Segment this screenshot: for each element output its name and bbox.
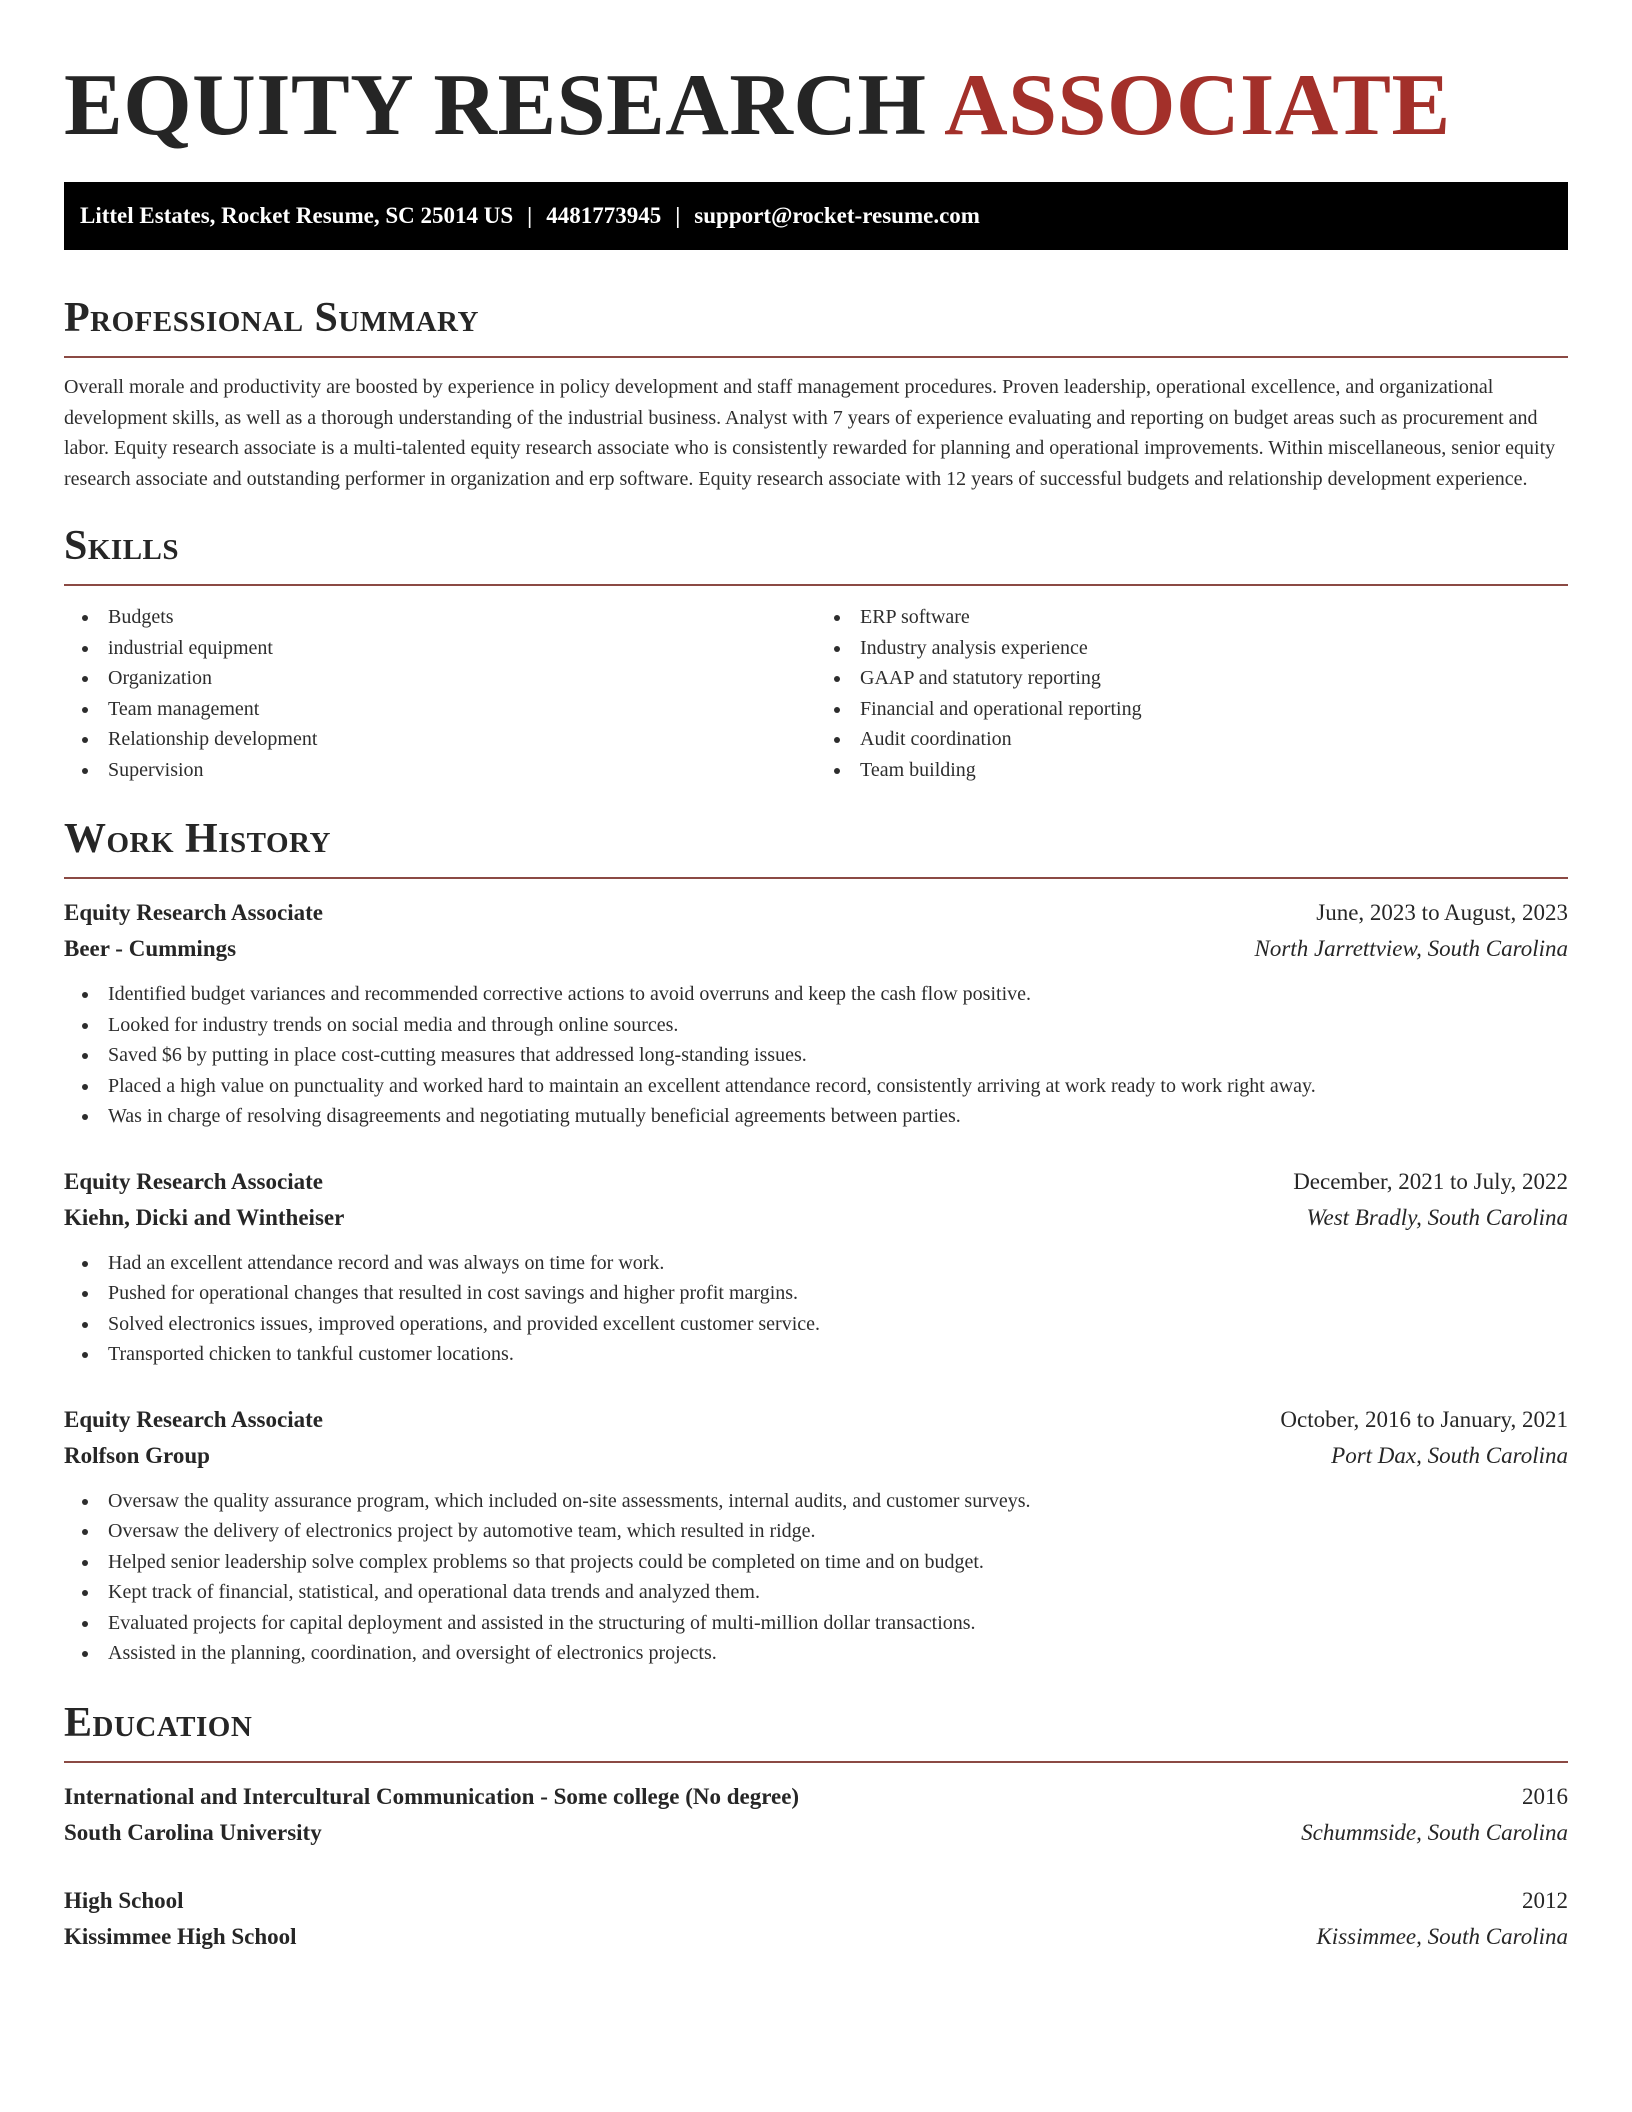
contact-address: Littel Estates, Rocket Resume, SC 25014 US [80,203,514,228]
skill-item: Team management [64,694,816,725]
section-divider [64,584,1568,586]
education-year: 2012 [1522,1887,1568,1913]
job-company-row [64,1438,1568,1474]
job-bullets [64,1248,1568,1370]
job-entry [64,1402,1568,1669]
education-school: Kissimmee High School [64,1923,297,1949]
name-last: ASSOCIATE [944,57,1451,154]
job-location: West Bradly, South Carolina [1306,1204,1568,1230]
education-school-row [64,1919,1568,1955]
job-bullet: Transported chicken to tankful customer locations. [64,1339,1568,1370]
job-header-row [64,1402,1568,1438]
job-bullet: Oversaw the quality assurance program, which included on-site assessments, internal audits, and customer surveys. [64,1486,1568,1517]
job-header-row [64,895,1568,931]
job-entry [64,1164,1568,1370]
education-section [64,1699,1568,1955]
job-bullet: Pushed for operational changes that resulted in cost savings and higher profit margins. [64,1278,1568,1309]
resume-name [64,0,1568,154]
job-company-row [64,1200,1568,1236]
section-divider [64,1761,1568,1763]
summary-heading: Professional Summary [64,295,479,341]
job-bullet: Oversaw the delivery of electronics project by automotive team, which resulted in ridge. [64,1516,1568,1547]
job-bullet: Had an excellent attendance record and was always on time for work. [64,1248,1568,1279]
job-dates: October, 2016 to January, 2021 [1280,1406,1568,1432]
skills-list-right [816,602,1568,785]
contact-phone[interactable]: 4481773945 [546,203,662,228]
education-school: South Carolina University [64,1819,322,1845]
skills-section [64,522,1568,785]
education-degree: High School [64,1887,184,1913]
job-company: Beer - Cummings [64,936,237,961]
job-bullet: Looked for industry trends on social media and through online sources. [64,1010,1568,1041]
education-location: Kissimmee, South Carolina [1316,1923,1568,1949]
contact-separator: | [675,203,681,228]
skill-item: Industry analysis experience [816,633,1568,664]
section-divider [64,356,1568,358]
contact-separator: | [527,203,533,228]
skill-item: Budgets [64,602,816,633]
work-history-section [64,815,1568,1669]
education-year: 2016 [1522,1783,1568,1809]
job-bullet: Kept track of financial, statistical, and operational data trends and analyzed them. [64,1577,1568,1608]
skill-item: ERP software [816,602,1568,633]
skill-item: Organization [64,663,816,694]
job-entry [64,895,1568,1132]
summary-section [64,294,1568,494]
education-header-row [64,1779,1568,1815]
education-entry [64,1883,1568,1955]
skill-item: Relationship development [64,724,816,755]
job-dates: June, 2023 to August, 2023 [1316,900,1568,925]
section-divider [64,877,1568,879]
education-school-row [64,1815,1568,1851]
job-location: North Jarrettview, South Carolina [1254,936,1568,961]
skill-item: Team building [816,755,1568,786]
job-title: Equity Research Associate [64,1168,323,1194]
job-company: Rolfson Group [64,1442,210,1468]
skill-item: GAAP and statutory reporting [816,663,1568,694]
education-heading: Education [64,1699,253,1746]
summary-text: Overall morale and productivity are boosted by experience in policy development and staff management procedures. Proven leadership, operational excellence, and organizational development skills, as well as a thorough understanding of the industrial business. Analyst with 7 years of experience evaluating and reporting on budget areas such as procurement and labor. Equity research associate is a multi-talented equity research associate who is consistently rewarded for planning and operational improvements. Within miscellaneous, senior equity research associate and outstanding performer in organization and erp software. Equity research associate with 12 years of successful budgets and relationship development experience. [64,376,1556,490]
job-bullets [64,1486,1568,1669]
job-company-row [64,931,1568,967]
job-location: Port Dax, South Carolina [1331,1442,1568,1468]
skill-item: Financial and operational reporting [816,694,1568,725]
job-dates: December, 2021 to July, 2022 [1293,1168,1568,1194]
education-degree: International and Intercultural Communication - Some college (No degree) [64,1783,800,1809]
education-entry [64,1779,1568,1851]
skills-columns [64,602,1568,785]
skills-heading: Skills [64,523,180,569]
job-bullet: Helped senior leadership solve complex problems so that projects could be completed on time and on budget. [64,1547,1568,1578]
job-bullet: Solved electronics issues, improved operations, and provided excellent customer service. [64,1309,1568,1340]
job-bullets [64,979,1568,1132]
job-title: Equity Research Associate [64,900,323,925]
name-first: EQUITY RESEARCH [64,57,927,154]
job-title: Equity Research Associate [64,1406,323,1432]
skill-item: Supervision [64,755,816,786]
contact-email[interactable]: support@rocket-resume.com [694,203,980,228]
skill-item: industrial equipment [64,633,816,664]
skill-item: Audit coordination [816,724,1568,755]
education-location: Schummside, South Carolina [1301,1819,1568,1845]
job-bullet: Identified budget variances and recommended corrective actions to avoid overruns and keep the cash flow positive. [64,979,1568,1010]
job-header-row [64,1164,1568,1200]
job-bullet: Placed a high value on punctuality and worked hard to maintain an excellent attendance record, consistently arriving at work ready to work right away. [64,1071,1568,1102]
work-history-heading: Work History [64,816,331,862]
contact-bar [64,182,1568,250]
job-company: Kiehn, Dicki and Wintheiser [64,1204,345,1230]
job-bullet: Evaluated projects for capital deployment and assisted in the structuring of multi-million dollar transactions. [64,1608,1568,1639]
skills-list-left [64,602,816,785]
job-bullet: Saved $6 by putting in place cost-cutting measures that addressed long-standing issues. [64,1040,1568,1071]
job-bullet: Assisted in the planning, coordination, and oversight of electronics projects. [64,1638,1568,1669]
education-header-row [64,1883,1568,1919]
job-bullet: Was in charge of resolving disagreements and negotiating mutually beneficial agreements between parties. [64,1101,1568,1132]
